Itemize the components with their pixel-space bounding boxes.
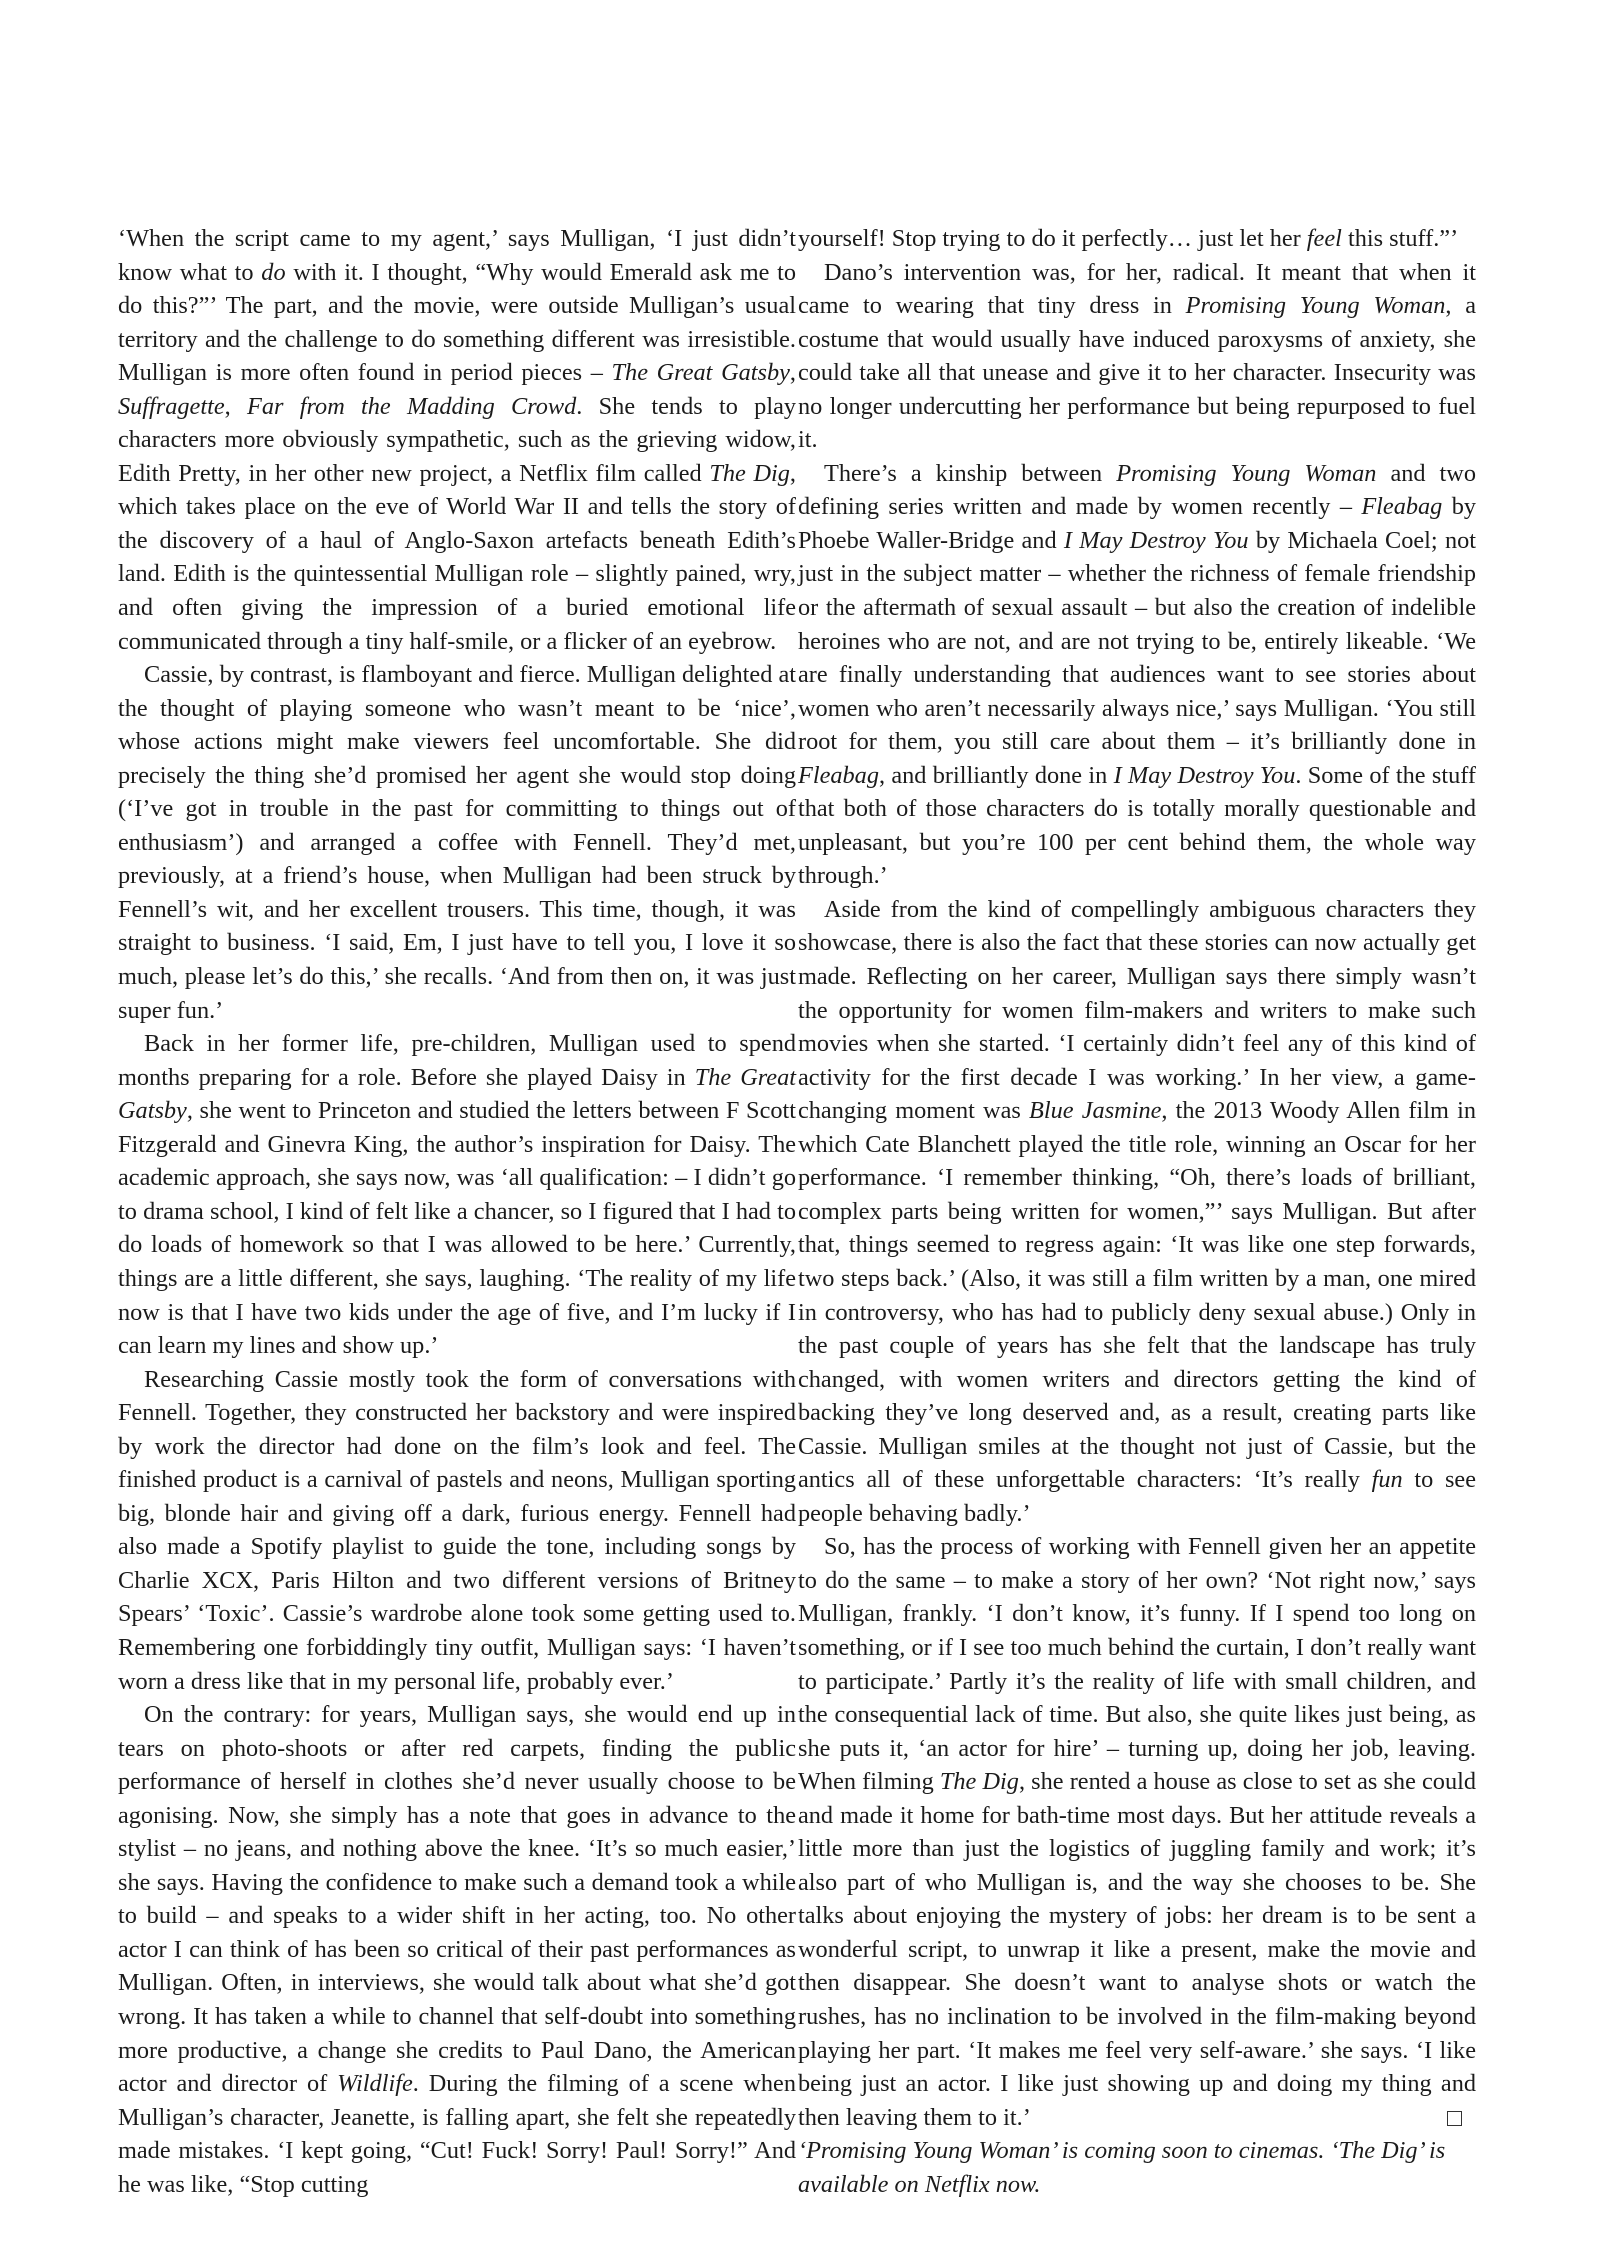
paragraph: Cassie, by contrast, is flamboyant and fierce. Mulligan delighted at the thought of playing someone who wasn’t meant to be ‘nice’, whose actions might make viewers feel uncomfortable. She did precisely the thing she’d promised her agent she would stop doing (‘I’ve got in trouble in the past for committing to things out of enthusiasm’) and arranged a coffee with Fennell. They’d met, previously, at a friend’s house, when Mulligan had been struck by Fennell’s wit, and her excellent trousers. This time, though, it was straight to business. ‘I said, Em, I just have to tell you, I love it so much, please let’s do this,’ she recalls. ‘And from then on, it was just super fun.’ — [118, 661, 796, 1024]
paragraph: Researching Cassie mostly took the form of conversations with Fennell. Together, they constructed her backstory and were inspired by work the director had done on the film’s look and feel. The finished product is a carnival of pastels and neons, Mulligan sporting big, blonde hair and giving off a dark, furious energy. Fennell had also made a Spotify playlist to guide the tone, including songs by Charlie XCX, Paris Hilton and two different versions of Britney Spears’ ‘Toxic’. Cassie’s wardrobe alone took some getting used to. Remembering one forbiddingly tiny outfit, Mulligan says: ‘I haven’t worn a dress like that in my personal life, probably ever.’ — [118, 1365, 796, 1695]
paragraph: Back in her former life, pre-children, Mulligan used to spend months preparing for a role. Before she played Daisy in The Great Gatsby, she went to Princeton and studied the letters between F Scott Fitzgerald and Ginevra King, the author’s inspiration for Daisy. The academic approach, she says now, was ‘all qualification: – I didn’t go to drama school, I kind of felt like a chancer, so I figured that I had to do loads of homework so that I was allowed to be here.’ Currently, things are a little different, she says, laughing. ‘The reality of my life now is that I have two kids under the age of five, and I’m lucky if I can learn my lines and show up.’ — [118, 1030, 796, 1360]
paragraph-text: So, has the process of working with Fennell given her an appetite to do the same – to make a story of her own? ‘Not right now,’ says Mulligan, frankly. ‘I don’t know, it’s funny. If I spend too long on something, or if I see too much behind the curtain, I don’t really want to participate.’ Partly it’s the reality of life with small children, and the consequential lack of time. But also, she quite likes just being, as she puts it, ‘an actor for hire’ – turning up, doing her job, leaving. When filming The Dig, she rented a house as close to set as she could and made it home for bath-time most days. But her attitude reveals a little more than just the logistics of juggling family and work; it’s also part of who Mulligan is, and the way she chooses to be. She talks about enjoying the mystery of jobs: her dream is to be sent a wonderful script, to unwrap it like a present, make the movie and then disappear. She doesn’t want to analyse shots or watch the rushes, has no inclination to be involved in the film-making beyond playing her part. ‘It makes me feel very self-aware.’ she says. ‘I like being just an actor. I like just showing up and doing my thing and then leaving them to it.’ — [798, 1533, 1476, 2131]
paragraph: Dano’s intervention was, for her, radical. It meant that when it came to wearing that tiny dress in Promising Young Woman, a costume that would usually have induced paroxysms of anxiety, she could take all that unease and give it to her character. Insecurity was no longer undercutting her performance but being repurposed to fuel it. — [798, 258, 1476, 454]
paragraph: On the contrary: for years, Mulligan says, she would end up in tears on photo-shoots or after red carpets, finding the public performance of herself in clothes she’d never usually choose to be agonising. Now, she simply has a note that goes in advance to the stylist – no jeans, and nothing above the knee. ‘It’s so much easier,’ she says. Having the confidence to make such a demand took a while to build – and speaks to a wider shift in her acting, too. No other actor I can think of has been so critical of their past performances as Mulligan. Often, in interviews, she would talk about what she’d got wrong. It has taken a while to channel that self-doubt into something more productive, a change she credits to Paul Dano, the American actor and director of Wildlife. During the filming of a scene when Mulligan’s character, Jeanette, is falling apart, she felt she repeatedly made mistakes. ‘I kept going, “Cut! Fuck! Sorry! Paul! Sorry!” And he was like, “Stop cutting — [118, 1701, 796, 2198]
paragraph: ‘When the script came to my agent,’ says Mulligan, ‘I just didn’t know what to do with it. I thought, “Why would Emerald ask me to do this?”’ The part, and the movie, were outside Mulligan’s usual territory and the challenge to do something different was irresistible. Mulligan is more often found in period pieces – The Great Gatsby, Suffragette, Far from the Madding Crowd. She tends to play characters more obviously sympathetic, such as the grieving widow, Edith Pretty, in her other new project, a Netflix film called The Dig, which takes place on the eve of World War II and tells the story of the discovery of a haul of Anglo-Saxon artefacts beneath Edith’s land. Edith is the quintessential Mulligan role – slightly pained, wry, and often giving the impression of a buried emotional life communicated through a tiny half-smile, or a flicker of an eyebrow. — [118, 225, 797, 655]
article-credit: ‘Promising Young Woman’ is coming soon to cinemas. ‘The Dig’ is available on Netflix now. — [798, 2137, 1446, 2198]
paragraph-last — [798, 1530, 1476, 2134]
paragraph: yourself! Stop trying to do it perfectly… just let her feel this stuff.”’ — [798, 225, 1459, 252]
right-column — [798, 222, 1476, 2201]
end-of-article-mark — [1447, 2111, 1462, 2126]
left-column — [118, 222, 796, 2201]
paragraph: Aside from the kind of compellingly ambiguous characters they showcase, there is also the fact that these stories can now actually get made. Reflecting on her career, Mulligan says there simply wasn’t the opportunity for women film-makers and writers to make such movies when she started. ‘I certainly didn’t feel any of this kind of activity for the first decade I was working.’ In her view, a game-changing moment was Blue Jasmine, the 2013 Woody Allen film in which Cate Blanchett played the title role, winning an Oscar for her performance. ‘I remember thinking, “Oh, there’s loads of brilliant, complex parts being written for women,”’ says Mulligan. But after that, things seemed to regress again: ‘It was like one step forwards, two steps back.’ (Also, it was still a film written by a man, one mired in controversy, who has had to publicly deny sexual abuse.) Only in the past couple of years has she felt that the landscape has truly changed, with women writers and directors getting the kind of backing they’ve long deserved and, as a result, creating parts like Cassie. Mulligan smiles at the thought not just of Cassie, but the antics all of these unforgettable characters: ‘It’s really fun to see people behaving badly.’ — [798, 895, 1477, 1527]
paragraph: There’s a kinship between Promising Young Woman and two defining series written and made by women recently – Fleabag by Phoebe Waller-Bridge and I May Destroy You by Michaela Coel; not just in the subject matter – whether the richness of female friendship or the aftermath of sexual assault – but also the creation of indelible heroines who are not, and are not trying to be, entirely likeable. ‘We are finally understanding that audiences want to see stories about women who aren’t necessarily always nice,’ says Mulligan. ‘You still root for them, you still care about them – it’s brilliantly done in Fleabag, and brilliantly done in I May Destroy You. Some of the stuff that both of those characters do is totally morally questionable and unpleasant, but you’re 100 per cent behind them, the whole way through.’ — [798, 459, 1476, 890]
